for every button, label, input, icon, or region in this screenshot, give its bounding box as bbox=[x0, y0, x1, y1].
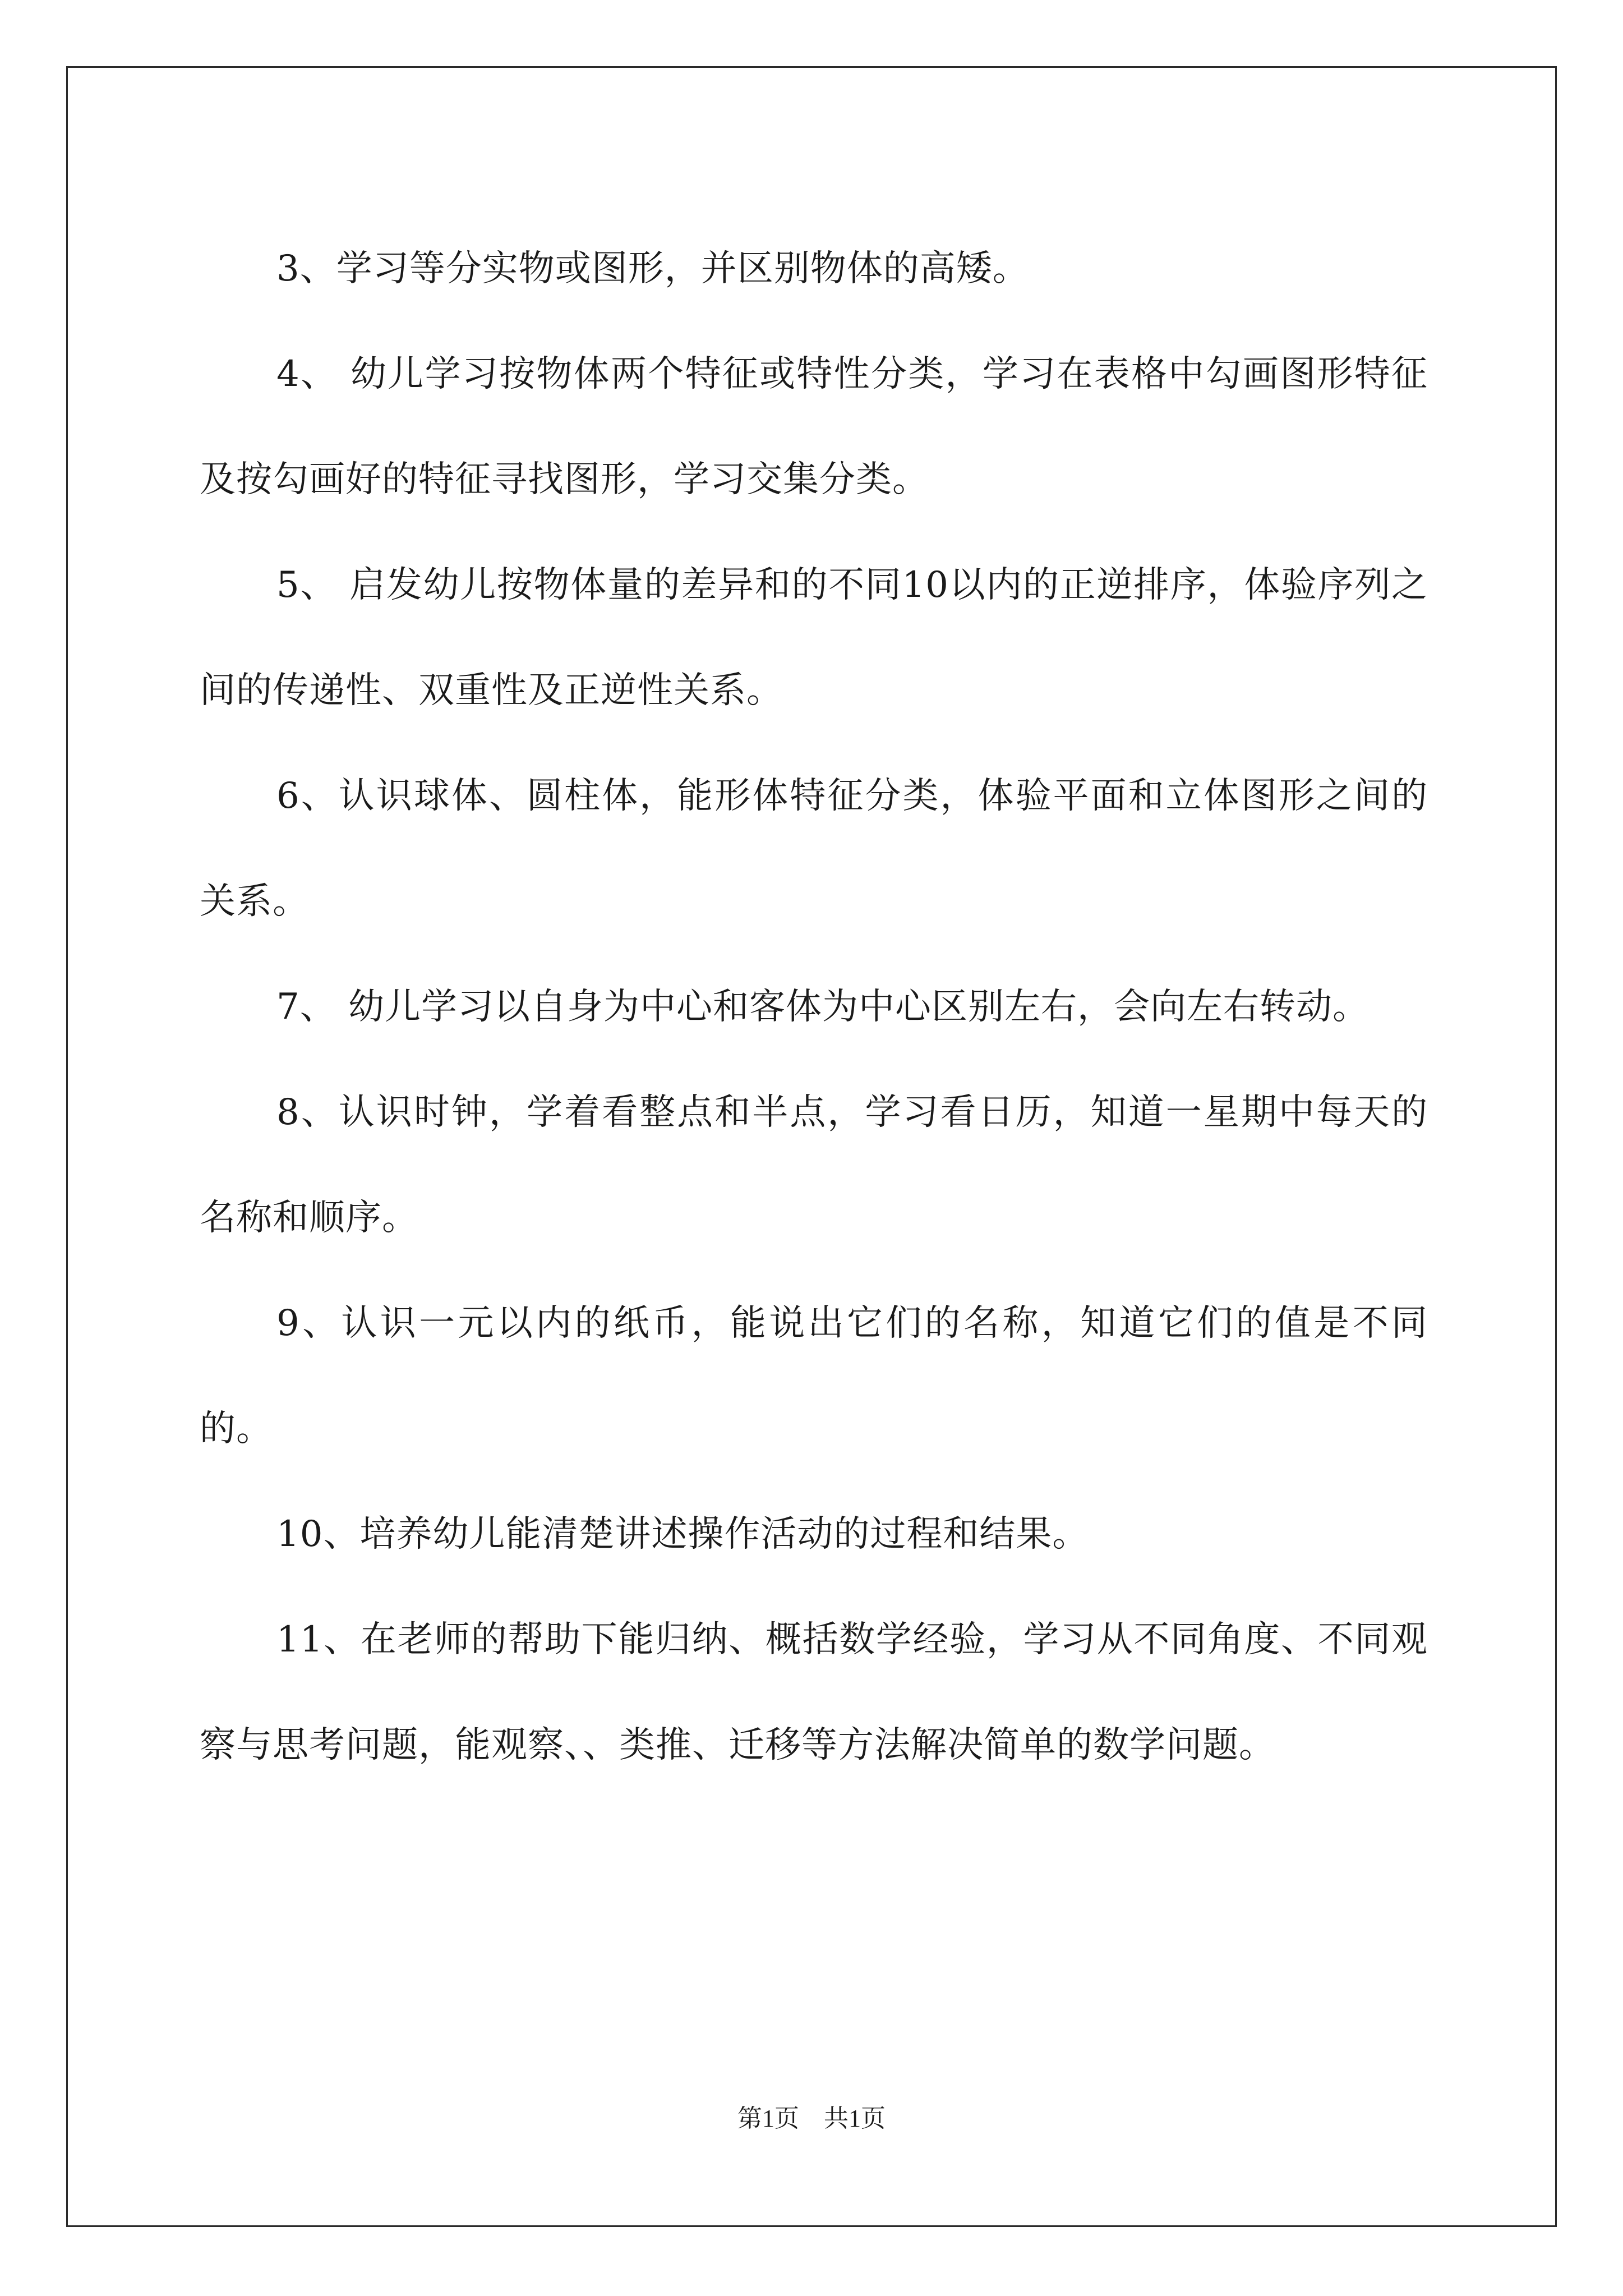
page-footer: 第1页 共1页 bbox=[737, 2105, 886, 2132]
paragraph-item-5: 5、 启发幼儿按物体量的差异和的不同10以内的正逆排序，体验序列之间的传递性、双重性及正逆性关系。 bbox=[200, 564, 1428, 711]
document-body bbox=[200, 216, 1428, 1798]
paragraph-item-10: 10、培养幼儿能清楚讲述操作活动的过程和结果。 bbox=[276, 1513, 1089, 1555]
paragraph-item-11: 11、在老师的帮助下能归纳、概括数学经验，学习从不同角度、不同观察与思考问题，能观察、、类推、迁移等方法解决简单的数学问题。 bbox=[200, 1619, 1428, 1766]
paragraph-item-7: 7、 幼儿学习以自身为中心和客体为中心区别左右，会向左右转动。 bbox=[276, 986, 1370, 1028]
paragraph-item-8: 8、认识时钟，学着看整点和半点，学习看日历，知道一星期中每天的名称和顺序。 bbox=[200, 1092, 1428, 1239]
paragraph-item-9: 9、认识一元以内的纸币，能说出它们的名称，知道它们的值是不同的。 bbox=[200, 1303, 1428, 1450]
paragraph-item-4: 4、 幼儿学习按物体两个特征或特性分类，学习在表格中勾画图形特征及按勾画好的特征寻找图形，学习交集分类。 bbox=[200, 353, 1428, 500]
paragraph-item-6: 6、认识球体、圆柱体，能形体特征分类，体验平面和立体图形之间的关系。 bbox=[200, 775, 1428, 922]
paragraph-item-3: 3、学习等分实物或图形，并区别物体的高矮。 bbox=[276, 248, 1029, 289]
